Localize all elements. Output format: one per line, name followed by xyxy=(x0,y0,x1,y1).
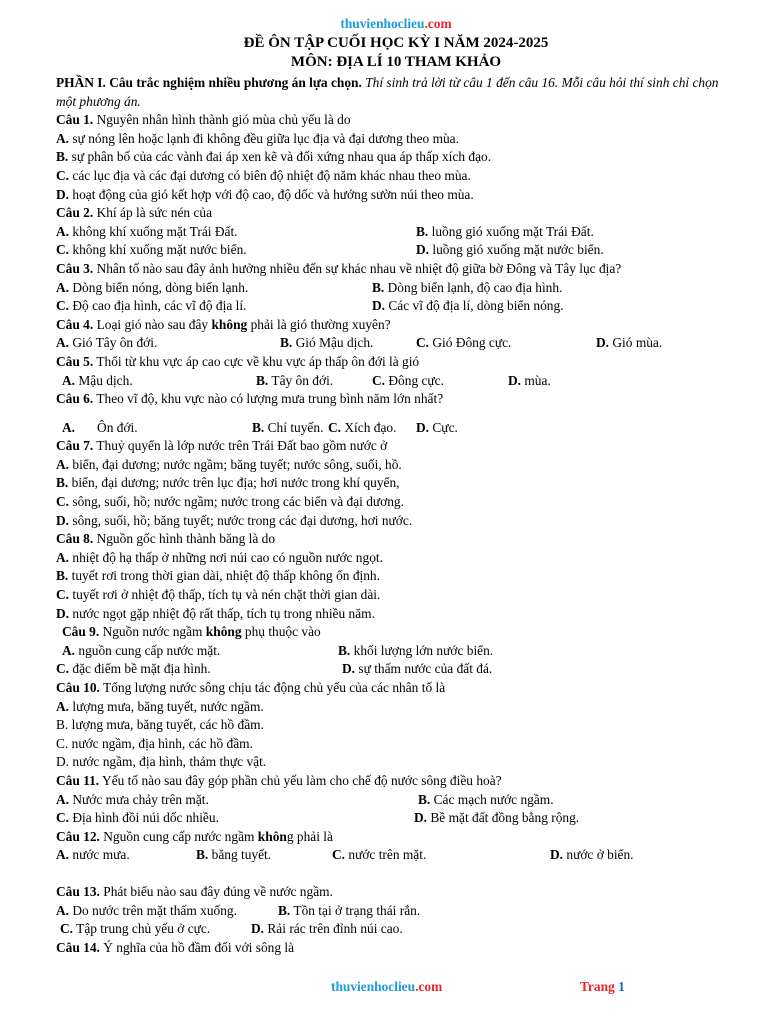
site-domain: .com xyxy=(424,16,452,31)
option-b: B. tuyết rơi trong thời gian dài, nhiệt độ thấp không ổn định. xyxy=(56,568,380,584)
option-b: B. Tây ôn đới. xyxy=(256,372,334,388)
question-number: Câu 9. xyxy=(62,624,100,640)
keyword-not: không xyxy=(211,316,248,332)
option-a: A. Dòng biển nóng, dòng biển lạnh. xyxy=(56,279,249,295)
question-text: Phát biểu nào sau đây đúng về nước ngầm. xyxy=(99,883,333,899)
option-b: B. sự phân bố của các vành đai áp xen kẽ và đối xứng nhau qua áp thấp xích đạo. xyxy=(56,149,492,165)
option-d: D. hoạt động của gió kết hợp với độ cao, độ dốc và hướng sườn núi theo mùa. xyxy=(56,186,474,202)
option-a: A. Mậu dịch. xyxy=(62,372,133,388)
question-8 xyxy=(56,530,736,623)
option-a: A. Do nước trên mặt thấm xuống. xyxy=(56,902,237,918)
option-c: C. Độ cao địa hình, các vĩ độ địa lí. xyxy=(56,298,247,314)
option-b: B. khối lượng lớn nước biển. xyxy=(338,642,494,658)
question-number: Câu 13. xyxy=(56,883,100,899)
option-d: D. nước ở biển. xyxy=(550,847,634,863)
option-a: A. Ôn đới. xyxy=(62,419,138,435)
exam-title: ĐỀ ÔN TẬP CUỐI HỌC KỲ I NĂM 2024-2025 xyxy=(243,35,549,51)
question-number: Câu 2. xyxy=(56,205,94,221)
option-a: A. nước mưa. xyxy=(56,847,130,863)
option-a: A. Gió Tây ôn đới. xyxy=(56,335,158,351)
exam-page xyxy=(56,14,736,957)
option-d: D. sông, suối, hồ; băng tuyết; nước trong các đại dương, hơi nước. xyxy=(56,512,413,528)
option-b: B. Các mạch nước ngầm. xyxy=(418,791,554,807)
question-5 xyxy=(56,353,736,390)
option-a: A. Nước mưa chảy trên mặt. xyxy=(56,791,209,807)
question-number: Câu 1. xyxy=(56,112,94,128)
site-header xyxy=(56,14,736,34)
option-c: C. Địa hình đồi núi dốc nhiều. xyxy=(56,810,219,826)
option-d: D. Bề mặt đất đồng bằng rộng. xyxy=(414,810,580,826)
page-footer xyxy=(0,978,768,998)
option-c: C. Tập trung chủ yếu ở cực. xyxy=(60,921,211,937)
question-number: Câu 4. xyxy=(56,316,94,332)
option-c: C. không khí xuống mặt nước biển. xyxy=(56,242,247,258)
option-d: D. Cực. xyxy=(416,419,458,435)
question-2 xyxy=(56,204,736,260)
question-number: Câu 8. xyxy=(56,531,94,547)
question-11 xyxy=(56,772,736,828)
keyword-not: khôn xyxy=(257,828,287,844)
option-c: C. nước trên mặt. xyxy=(332,847,427,863)
option-c: C. Đông cực. xyxy=(372,372,444,388)
spacer xyxy=(56,865,736,883)
option-b: B. biển, đại dương; nước trên lục địa; hơi nước trong khí quyển, xyxy=(56,475,400,491)
question-number: Câu 12. xyxy=(56,828,100,844)
question-text: Ý nghĩa của hồ đầm đối với sông là xyxy=(99,939,295,955)
question-number: Câu 3. xyxy=(56,260,94,276)
question-number: Câu 10. xyxy=(56,680,100,695)
option-c: C. nước ngầm, địa hình, các hồ đầm. xyxy=(56,735,253,751)
question-14 xyxy=(56,939,736,958)
question-text: Thổi từ khu vực áp cao cực về khu vực áp thấp ôn đới là gió xyxy=(93,353,420,369)
question-text: Nguyên nhân hình thành gió mùa chủ yếu là do xyxy=(93,112,351,128)
option-b: B. luồng gió xuống mặt Trái Đất. xyxy=(416,223,594,239)
question-text: Thuỷ quyển là lớp nước trên Trái Đất bao gồm nước ở xyxy=(93,438,388,454)
option-b: B. lượng mưa, băng tuyết, các hồ đầm. xyxy=(56,717,264,733)
question-1 xyxy=(56,111,736,204)
option-d: D. Rải rác trên đỉnh núi cao. xyxy=(251,921,403,937)
question-number: Câu 6. xyxy=(56,391,94,407)
option-c: C. đặc điểm bề mặt địa hình. xyxy=(56,661,211,677)
question-3 xyxy=(56,260,736,316)
option-d: D. mùa. xyxy=(508,372,551,388)
question-text: Khí áp là sức nén của xyxy=(93,205,213,221)
question-7 xyxy=(56,437,736,530)
page-number: Trang 1 xyxy=(580,979,625,994)
question-text: Nhân tố nào sau đây ảnh hưởng nhiều đến sự khác nhau về nhiệt độ giữa bờ Đông và Tây lục địa? xyxy=(93,260,622,276)
option-d: D. Các vĩ độ địa lí, dòng biển nóng. xyxy=(372,298,564,314)
option-a: A. nhiệt độ hạ thấp ở những nơi núi cao có nguồn nước ngọt. xyxy=(56,549,383,565)
option-a: A. biển, đại dương; nước ngầm; băng tuyết; nước sông, suối, hồ. xyxy=(56,456,402,472)
question-number: Câu 7. xyxy=(56,438,94,454)
option-b: B. Chí tuyến. xyxy=(252,419,324,435)
question-number: Câu 5. xyxy=(56,353,94,369)
option-a: A. không khí xuống mặt Trái Đất. xyxy=(56,223,238,239)
site-name: thuvienhoclieu xyxy=(340,16,425,31)
part-label: PHẦN I. Câu trắc nghiệm nhiều phương án lựa chọn. xyxy=(56,75,362,90)
question-13 xyxy=(56,883,736,939)
question-text: Tổng lượng nước sông chịu tác động chủ yếu của các nhân tố là xyxy=(99,680,446,695)
option-b: B. Dòng biển lạnh, độ cao địa hình. xyxy=(372,279,563,295)
question-number: Câu 11. xyxy=(56,772,100,788)
option-b: B. băng tuyết. xyxy=(196,847,272,863)
option-c: C. sông, suối, hồ; nước ngầm; nước trong các biển và đại dương. xyxy=(56,494,404,510)
question-text: Nguồn gốc hình thành băng là do xyxy=(93,531,276,547)
question-4: Câu 4. Loại gió nào sau đây không phải là gió thường xuyên? A. Gió Tây ôn đới. B. Gió Mậu dịch. C. Gió Đông cực. D. Gió mùa. xyxy=(56,316,736,353)
option-c: C. các lục địa và các đại dương có biên độ nhiệt độ năm khác nhau theo mùa. xyxy=(56,167,471,183)
option-d: D. luồng gió xuống mặt nước biển. xyxy=(416,242,604,258)
keyword-not: không xyxy=(205,624,242,640)
subject-title: MÔN: ĐỊA LÍ 10 THAM KHẢO xyxy=(290,54,502,70)
question-text: Theo vĩ độ, khu vực nào có lượng mưa trung bình năm lớn nhất? xyxy=(93,391,444,407)
option-b: B. Tồn tại ở trạng thái rắn. xyxy=(278,902,421,918)
question-9: Câu 9. Nguồn nước ngầm không phụ thuộc vào A. nguồn cung cấp nước mặt. B. khối lượng lớn nước biển. C. đặc điểm bề mặt địa hình. D. sự thấm nước của đất đá. xyxy=(56,623,736,679)
question-10 xyxy=(56,679,736,772)
option-a: A. lượng mưa, băng tuyết, nước ngầm. xyxy=(56,698,264,714)
part-heading xyxy=(56,74,736,111)
option-a: A. sự nóng lên hoặc lạnh đi không đều giữa lục địa và đại dương theo mùa. xyxy=(56,130,459,146)
part-instruction: Thí sinh trả lời từ câu 1 đến câu 16. Mỗi câu hỏi thí sinh chỉ chọn một phương án. xyxy=(56,75,719,109)
option-d: D. nước ngọt gặp nhiệt độ rất thấp, tích tụ trong nhiều năm. xyxy=(56,605,375,621)
option-c: C. Xích đạo. xyxy=(328,419,397,435)
question-number: Câu 14. xyxy=(56,939,100,955)
question-6 xyxy=(56,390,736,437)
option-d: D. sự thấm nước của đất đá. xyxy=(342,661,493,677)
option-b: B. Gió Mậu dịch. xyxy=(280,335,374,351)
question-text: Yếu tố nào sau đây góp phần chủ yếu làm cho chế độ nước sông điều hoà? xyxy=(99,772,502,788)
option-c: C. Gió Đông cực. xyxy=(416,335,512,351)
option-d: D. nước ngầm, địa hình, thảm thực vật. xyxy=(56,754,267,770)
question-12: Câu 12. Nguồn cung cấp nước ngầm không phải là A. nước mưa. B. băng tuyết. C. nước trên mặt. D. nước ở biển. xyxy=(56,828,736,865)
option-d: D. Gió mùa. xyxy=(596,335,663,351)
option-c: C. tuyết rơi ở nhiệt độ thấp, tích tụ và nén chặt thời gian dài. xyxy=(56,587,381,603)
footer-site: thuvienhoclieu.com xyxy=(331,979,443,994)
option-a: A. nguồn cung cấp nước mặt. xyxy=(62,642,221,658)
